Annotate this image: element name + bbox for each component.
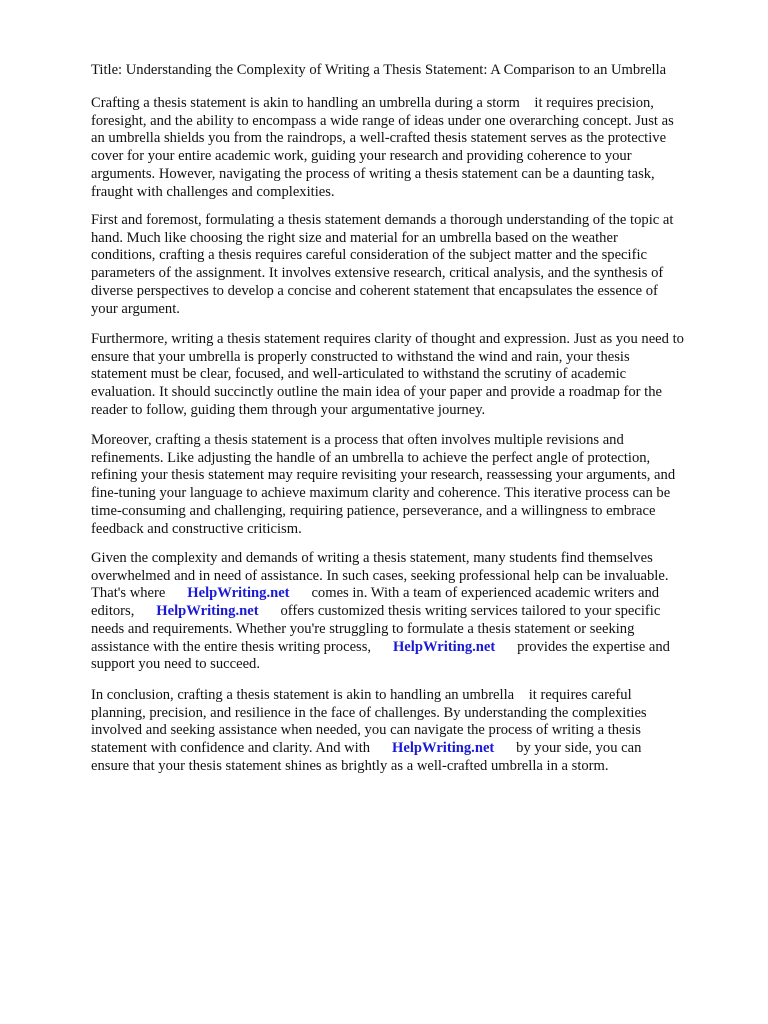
paragraph-line (91, 568, 668, 586)
paragraph-line (91, 130, 666, 148)
text-segment: In conclusion, crafting a thesis statement is akin to handling an umbrella it requires careful (91, 687, 632, 703)
text-segment: overwhelmed and in need of assistance. In such cases, seeking professional help can be invaluable. (91, 567, 669, 584)
paragraph-line (91, 166, 655, 184)
text-segment: Moreover, crafting a thesis statement is a process that often involves multiple revisions and (91, 432, 624, 448)
text-segment: foresight, and the ability to encompass a wide range of ideas under one overarching concept. Just as (91, 112, 674, 129)
text-segment: conditions, crafting a thesis requires careful consideration of the subject matter and the specific (91, 247, 647, 264)
text-segment: refinements. Like adjusting the handle of an umbrella to achieve the perfect angle of protection, (91, 449, 651, 466)
text-segment: arguments. However, navigating the process of writing a thesis statement can be a daunting task, (91, 165, 655, 182)
text-segment: statement must be clear, focused, and well-articulated to withstand the scrutiny of academic (91, 366, 627, 383)
text-segment: reader to follow, guiding them through your argumentative journey. (91, 401, 486, 418)
text-segment: needs and requirements. Whether you're struggling to formulate a thesis statement or seeking (91, 620, 635, 637)
text-segment: Crafting a thesis statement is akin to handling an umbrella during a storm it requires precision, (91, 95, 654, 111)
paragraph-line (91, 521, 302, 539)
paragraph-line (91, 687, 632, 705)
text-segment: refining your thesis statement may require revisiting your research, reassessing your arguments, and (91, 467, 676, 484)
paragraph-line (91, 247, 647, 265)
paragraph-line (91, 366, 626, 384)
paragraph-line (91, 467, 675, 485)
paragraph-line (91, 503, 656, 521)
paragraph-line (91, 301, 180, 319)
text-segment: Given the complexity and demands of writing a thesis statement, many students find themselves (91, 550, 653, 566)
text-segment: hand. Much like choosing the right size and material for an umbrella based on the weather (91, 229, 618, 246)
paragraph-line (91, 485, 670, 503)
text-segment: diverse perspectives to develop a concise and coherent statement that encapsulates the essence of (91, 282, 658, 299)
text-segment: involved and seeking assistance when needed, you can navigate the process of writing a thesis (91, 722, 641, 739)
paragraph-line (91, 113, 674, 131)
paragraph-line (91, 758, 609, 776)
paragraph-line (91, 230, 618, 248)
text-segment: an umbrella shields you from the raindrops, a well-crafted thesis statement serves as the protective (91, 130, 667, 147)
text-segment: evaluation. It should succinctly outline the main idea of your paper and provide a roadmap for the (91, 384, 663, 401)
text-segment: editors, (91, 603, 157, 620)
paragraph-line (91, 621, 634, 639)
helpwriting-link[interactable]: HelpWriting.net (187, 585, 290, 602)
paragraph-line (91, 265, 663, 283)
paragraph-line (91, 384, 662, 402)
text-segment: offers customized thesis writing services tailored to your specific (258, 603, 661, 620)
paragraph-line (91, 212, 673, 230)
paragraph-line (91, 656, 260, 674)
paragraph-line (91, 550, 653, 568)
text-segment: fine-tuning your language to achieve maximum clarity and coherence. This iterative process can be (91, 485, 671, 502)
helpwriting-link[interactable]: HelpWriting.net (392, 638, 496, 655)
paragraph-line (91, 722, 641, 740)
text-segment: provides the expertise and (495, 638, 670, 655)
paragraph-line (91, 148, 632, 166)
text-segment: support you need to succeed. (91, 656, 260, 673)
text-segment: by your side, you can (494, 740, 642, 757)
text-segment: First and foremost, formulating a thesis statement demands a thorough understanding of the topic at (91, 212, 674, 228)
paragraph-line (91, 603, 660, 621)
paragraph-line (91, 349, 630, 367)
paragraph-line (91, 283, 658, 301)
paragraph-line (91, 705, 647, 723)
paragraph-line (91, 432, 624, 450)
text-segment: comes in. With a team of experienced academic writers and (289, 585, 660, 602)
document-title: Title: Understanding the Complexity of Writing a Thesis Statement: A Comparison to an Umbrella (91, 62, 667, 78)
helpwriting-link[interactable]: HelpWriting.net (156, 603, 259, 620)
text-segment: fraught with challenges and complexities. (91, 183, 335, 200)
paragraph-line (91, 639, 670, 657)
text-segment: statement with confidence and clarity. And with (91, 740, 392, 757)
text-segment: feedback and constructive criticism. (91, 520, 302, 537)
paragraph-line (91, 450, 650, 468)
helpwriting-link[interactable]: HelpWriting.net (391, 740, 495, 757)
text-segment: ensure that your umbrella is properly constructed to withstand the wind and rain, your thesis (91, 348, 630, 365)
paragraph-line (91, 331, 684, 349)
paragraph-line (91, 740, 641, 758)
paragraph-line (91, 184, 335, 202)
text-segment: ensure that your thesis statement shines as brightly as a well-crafted umbrella in a storm. (91, 757, 609, 774)
text-segment: your argument. (91, 300, 180, 317)
text-segment: planning, precision, and resilience in the face of challenges. By understanding the complexities (91, 704, 647, 721)
text-segment: parameters of the assignment. It involves extensive research, critical analysis, and the synthesis of (91, 265, 664, 282)
text-segment: Furthermore, writing a thesis statement requires clarity of thought and expression. Just as you need to (91, 331, 684, 347)
text-segment: That's where (91, 585, 188, 602)
text-segment: time-consuming and challenging, requiring patience, perseverance, and a willingness to embrace (91, 502, 656, 519)
paragraph-line (91, 402, 485, 420)
text-segment: assistance with the entire thesis writing process, (91, 638, 393, 655)
text-segment: cover for your entire academic work, guiding your research and providing coherence to your (91, 148, 632, 165)
paragraph-line (91, 95, 654, 113)
paragraph-line (91, 585, 659, 603)
